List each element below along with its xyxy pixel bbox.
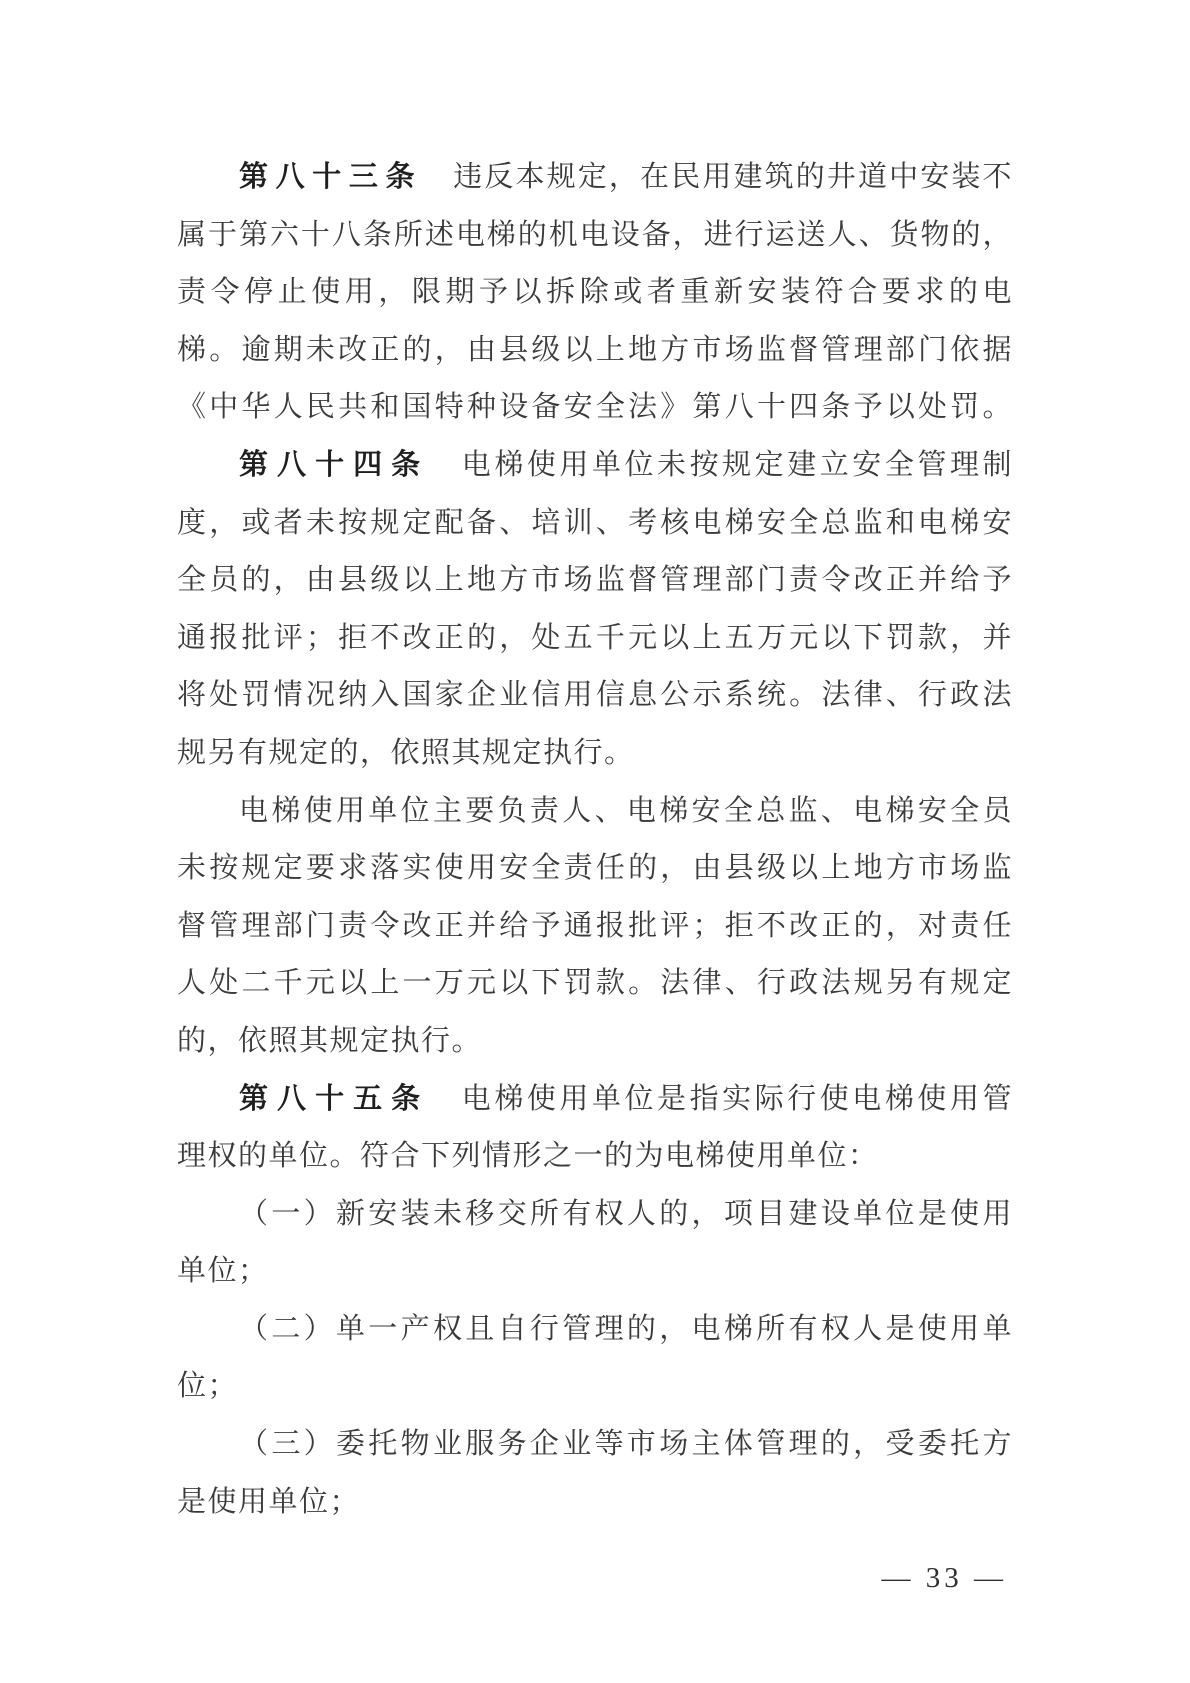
article-number: 第八十五条: [239, 1082, 430, 1115]
text-segment: 督管理部门责令改正并给予通报批评；拒不改正的，对责任: [177, 909, 1013, 942]
text-line: [177, 1358, 1013, 1416]
text-segment: 规另有规定的，依照其规定执行。: [177, 736, 635, 769]
text-line: [177, 1301, 1013, 1359]
text-segment: 全员的，由县级以上地方市场监督管理部门责令改正并给予: [177, 564, 1013, 597]
text-line: [177, 1474, 1013, 1532]
page-number: — 33 —: [881, 1562, 1007, 1594]
text-segment: 梯。逾期未改正的，由县级以上地方市场监督管理部门依据: [177, 333, 1013, 366]
text-segment: 责令停止使用，限期予以拆除或者重新安装符合要求的电: [177, 276, 1013, 309]
text-line: [177, 379, 1013, 437]
text-line: [177, 783, 1013, 841]
text-line: [177, 610, 1013, 668]
text-line: [177, 898, 1013, 956]
text-segment: 位；: [177, 1370, 239, 1403]
text-line: [177, 322, 1013, 380]
text-segment: 未按规定要求落实使用安全责任的，由县级以上地方市场监: [177, 852, 1013, 885]
text-line: [177, 437, 1013, 495]
text-segment: 违反本规定，在民用建筑的井道中安装不: [422, 161, 1013, 193]
text-segment: 是使用单位；: [177, 1485, 361, 1518]
text-segment: 电梯使用单位是指实际行使电梯使用管: [429, 1082, 1013, 1115]
text-line: [177, 207, 1013, 265]
text-line: [177, 840, 1013, 898]
document-body: [177, 149, 1013, 1531]
text-segment: 单位；: [177, 1255, 269, 1288]
text-line: [177, 1186, 1013, 1244]
text-line: [177, 1071, 1013, 1129]
article-number: 第八十三条: [239, 161, 423, 193]
text-line: [177, 667, 1013, 725]
text-segment: 的，依照其规定执行。: [177, 1024, 483, 1057]
text-segment: 属于第六十八条所述电梯的机电设备，进行运送人、货物的，: [177, 218, 1013, 251]
text-segment: 《中华人民共和国特种设备安全法》第八十四条予以处罚。: [177, 391, 1013, 424]
text-segment: 电梯使用单位未按规定建立安全管理制: [429, 448, 1013, 481]
text-line: [177, 955, 1013, 1013]
text-segment: 将处罚情况纳入国家企业信用信息公示系统。法律、行政法: [177, 679, 1013, 712]
text-line: [177, 149, 1013, 207]
text-line: [177, 1243, 1013, 1301]
text-line: [177, 264, 1013, 322]
text-line: [177, 1128, 1013, 1186]
text-line: [177, 495, 1013, 553]
text-segment: （一）新安装未移交所有权人的，项目建设单位是使用: [239, 1197, 1013, 1230]
text-segment: 理权的单位。符合下列情形之一的为电梯使用单位：: [177, 1140, 879, 1173]
text-segment: 通报批评；拒不改正的，处五千元以上五万元以下罚款，并: [177, 621, 1013, 654]
text-line: [177, 1416, 1013, 1474]
text-segment: （三）委托物业服务企业等市场主体管理的，受委托方: [239, 1428, 1013, 1461]
text-line: [177, 1013, 1013, 1071]
article-number: 第八十四条: [239, 448, 430, 481]
text-segment: 电梯使用单位主要负责人、电梯安全总监、电梯安全员: [239, 794, 1013, 827]
text-segment: 人处二千元以上一万元以下罚款。法律、行政法规另有规定: [177, 967, 1013, 1000]
text-line: [177, 725, 1013, 783]
text-segment: 度，或者未按规定配备、培训、考核电梯安全总监和电梯安: [177, 506, 1013, 539]
text-segment: （二）单一产权且自行管理的，电梯所有权人是使用单: [239, 1312, 1013, 1345]
text-line: [177, 552, 1013, 610]
